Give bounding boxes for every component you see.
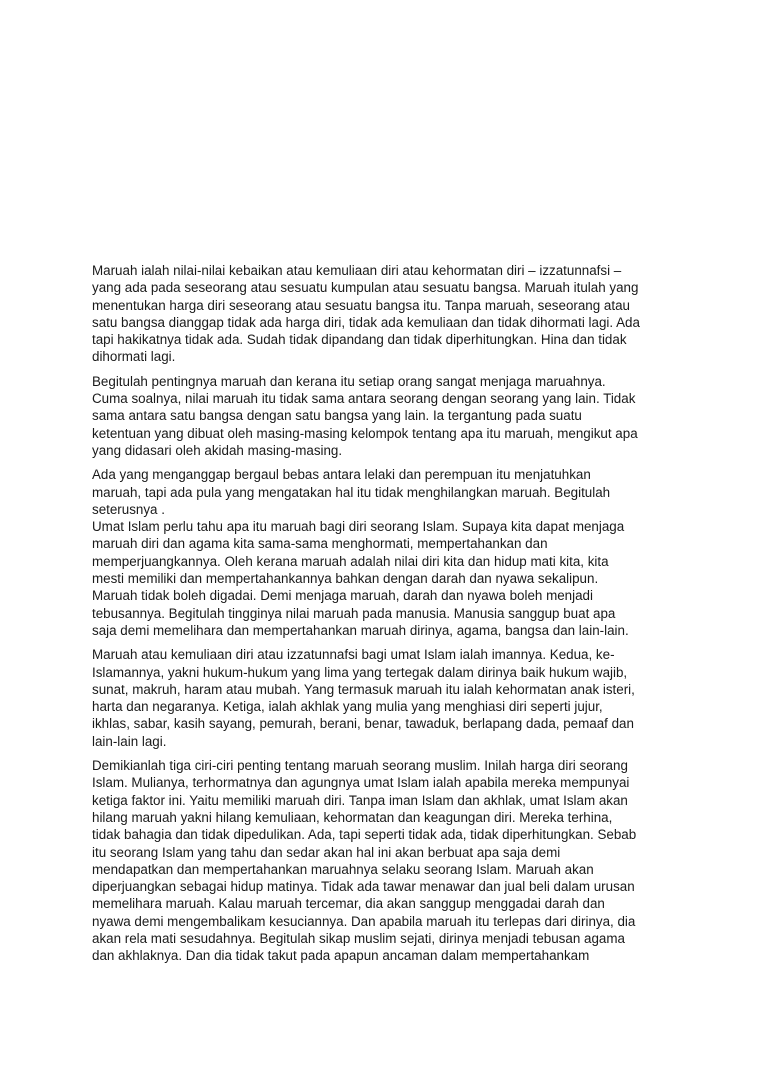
text-line: mendapatkan dan mempertahankan maruahnya selaku seorang Islam. Maruah akan [92, 861, 594, 877]
paragraph-4 [92, 518, 682, 639]
text-line: harta dan negaranya. Ketiga, ialah akhlak yang mulia yang menghiasi diri seperti jujur, [92, 699, 603, 715]
text-line: ketentuan yang dibuat oleh masing-masing kelompok tentang apa itu maruah, mengikut apa [92, 425, 638, 441]
text-line: lain-lain lagi. [92, 733, 167, 749]
text-line: dan akhlaknya. Dan dia tidak takut pada apapun ancaman dalam mempertahankam [92, 948, 590, 964]
text-line: ikhlas, sabar, kasih sayang, pemurah, berani, benar, tawaduk, berlapang dada, pemaaf dan [92, 716, 634, 732]
text-line: Demikianlah tiga ciri-ciri penting tentang maruah seorang muslim. Inilah harga diri seorang [92, 758, 628, 774]
text-line: mesti memiliki dan mempertahankannya bahkan dengan darah dan nyawa sekalipun. [92, 571, 599, 587]
text-line: seterusnya . [92, 501, 165, 517]
paragraph-2 [92, 373, 682, 459]
text-line: memperjuangkannya. Oleh kerana maruah adalah nilai diri kita dan hidup mati kita, kita [92, 553, 609, 569]
text-line: memelihara maruah. Kalau maruah tercemar, dia akan sanggup menggadai darah dan [92, 896, 605, 912]
text-line: Cuma soalnya, nilai maruah itu tidak sama antara seorang dengan seorang yang lain. Tidak [92, 391, 636, 407]
text-line: tebusannya. Begitulah tingginya nilai maruah pada manusia. Manusia sanggup buat apa [92, 605, 616, 621]
text-line: satu bangsa dianggap tidak ada harga diri, tidak ada kemuliaan dan tidak dihormati lagi. Ada [92, 314, 640, 330]
text-line: itu seorang Islam yang tahu dan sedar akan hal ini akan berbuat apa saja demi [92, 844, 561, 860]
text-line: Maruah tidak boleh digadai. Demi menjaga maruah, darah dan nyawa boleh menjadi [92, 588, 593, 604]
text-line: maruah, tapi ada pula yang mengatakan hal itu tidak menghilangkan maruah. Begitulah [92, 484, 611, 500]
text-line: tidak bahagia dan tidak dipedulikan. Ada, tapi seperti tidak ada, tidak diperhitungkan. Sebab [92, 827, 637, 843]
paragraph-1 [92, 262, 682, 366]
text-line: sama antara satu bangsa dengan satu bangsa yang lain. Ia tergantung pada suatu [92, 408, 582, 424]
text-line: yang didasari oleh akidah masing-masing. [92, 442, 343, 458]
text-line: ketiga faktor ini. Yaitu memiliki maruah diri. Tanpa iman Islam dan akhlak, umat Islam akan [92, 792, 628, 808]
document-body [92, 262, 682, 965]
text-line: Begitulah pentingnya maruah dan kerana itu setiap orang sangat menjaga maruahnya. [92, 373, 606, 389]
text-line: Umat Islam perlu tahu apa itu maruah bagi diri seorang Islam. Supaya kita dapat menjaga [92, 519, 625, 535]
text-line: Maruah atau kemuliaan diri atau izzatunnafsi bagi umat Islam ialah imannya. Kedua, ke- [92, 647, 615, 663]
paragraph-5 [92, 646, 682, 750]
text-line: yang ada pada seseorang atau sesuatu kumpulan atau sesuatu bangsa. Maruah itulah yang [92, 280, 639, 296]
text-line: akan rela mati sesudahnya. Begitulah sikap muslim sejati, dirinya menjadi tebusan agama [92, 930, 625, 946]
text-line: diperjuangkan sebagai hidup matinya. Tidak ada tawar menawar dan jual beli dalam urusan [92, 879, 635, 895]
text-line: tapi hakikatnya tidak ada. Sudah tidak dipandang dan tidak diperhitungkan. Hina dan tidak [92, 332, 627, 348]
text-line: Maruah ialah nilai-nilai kebaikan atau kemuliaan diri atau kehormatan diri – izzatunnafsi – [92, 263, 622, 278]
text-line: maruah diri dan agama kita sama-sama menghormati, mempertahankan dan [92, 536, 548, 552]
paragraph-6 [92, 757, 682, 965]
text-line: saja demi memelihara dan mempertahankan maruah dirinya, agama, bangsa dan lain-lain. [92, 622, 629, 638]
text-line: Islam. Mulianya, terhormatnya dan agungnya umat Islam ialah apabila mereka mempunyai [92, 775, 630, 791]
text-line: Ada yang menganggap bergaul bebas antara lelaki dan perempuan itu menjatuhkan [92, 467, 591, 483]
text-line: nyawa demi mengembalikam kesuciannya. Dan apabila maruah itu terlepas dari dirinya, dia [92, 913, 636, 929]
text-line: Islamannya, yakni hukum-hukum yang lima yang tertegak dalam dirinya baik hukum wajib, [92, 664, 628, 680]
text-line: dihormati lagi. [92, 349, 176, 365]
text-line: hilang maruah yakni hilang kemuliaan, kehormatan dan keagungan diri. Mereka terhina, [92, 809, 613, 825]
text-line: menentukan harga diri seseorang atau sesuatu bangsa itu. Tanpa maruah, seseorang atau [92, 297, 630, 313]
text-line: sunat, makruh, haram atau mubah. Yang termasuk maruah itu ialah kehormatan anak isteri, [92, 681, 635, 697]
paragraph-3 [92, 466, 682, 518]
